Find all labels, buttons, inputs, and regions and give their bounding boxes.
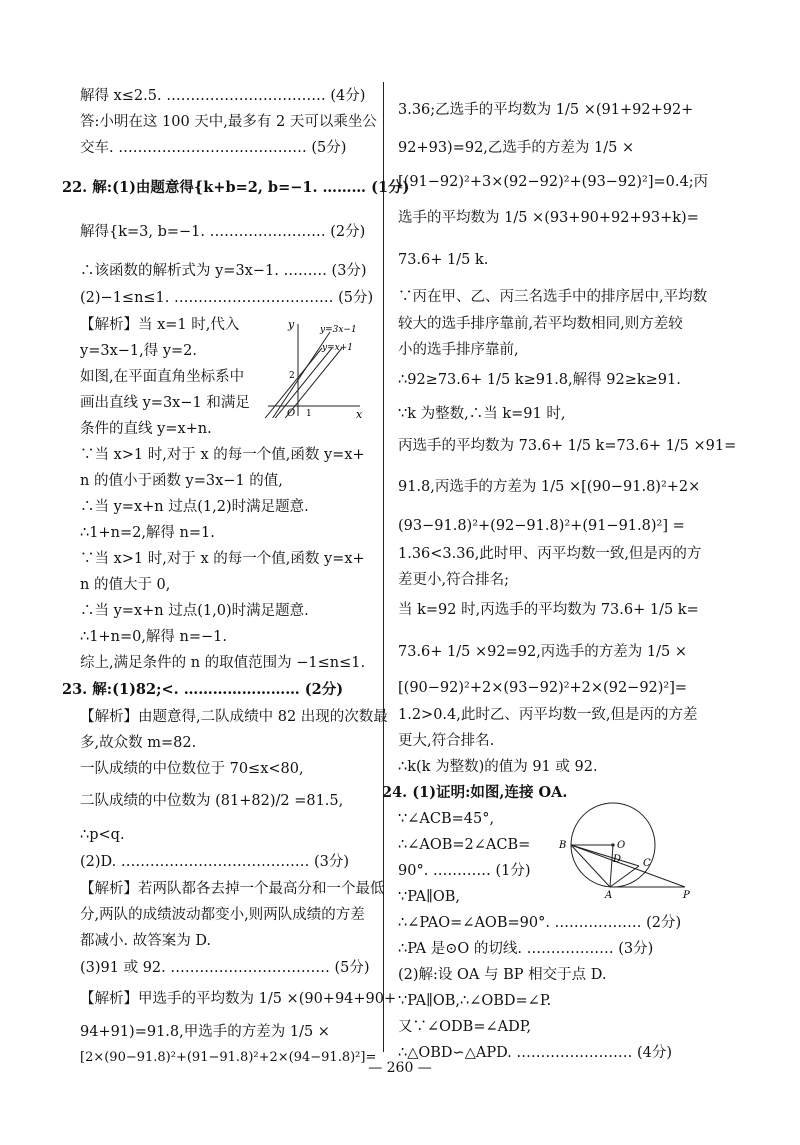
text-line: (2)解:设 OA 与 BP 相交于点 D. bbox=[398, 967, 607, 983]
text-line: [(90−92)²+2×(93−92)²+2×(92−92)²]= bbox=[398, 680, 688, 696]
text-line: 如图,在平面直角坐标系中 bbox=[80, 369, 245, 385]
text-line: ∴1+n=0,解得 n=−1. bbox=[80, 629, 228, 645]
text-line: 差更小,符合排名; bbox=[398, 572, 509, 588]
text-line: ∵PA∥OB, bbox=[398, 889, 460, 905]
analysis-line: 【解析】由题意得,二队成绩中 82 出现的次数最 bbox=[80, 709, 388, 725]
segment-oa bbox=[610, 845, 613, 887]
text-line: 3.36;乙选手的平均数为 1/5 ×(91+92+92+ bbox=[398, 102, 694, 118]
text-line: 多,故众数 m=82. bbox=[80, 735, 197, 751]
text-line: 交车. ………………………………… (5分) bbox=[80, 140, 347, 156]
text-line: ∴1+n=2,解得 n=1. bbox=[80, 525, 215, 541]
text-line: 都减小. 故答案为 D. bbox=[80, 933, 212, 949]
text-line: 1.2>0.4,此时乙、丙平均数一致,但是丙的方差 bbox=[398, 707, 698, 723]
text-line: 丙选手的平均数为 73.6+ 1/5 k=73.6+ 1/5 ×91= bbox=[398, 438, 737, 454]
text-line: ∵k 为整数,∴当 k=91 时, bbox=[398, 406, 566, 422]
text-line: 二队成绩的中位数为 (81+82)/2 =81.5, bbox=[80, 793, 344, 809]
text-line: ∴k(k 为整数)的值为 91 或 92. bbox=[398, 759, 598, 775]
text-line: ∴PA 是⊙O 的切线. ……………… (3分) bbox=[398, 941, 654, 957]
text-line: 一队成绩的中位数位于 70≤x<80, bbox=[80, 761, 304, 777]
segment-ac bbox=[610, 866, 639, 887]
circle-figure bbox=[555, 800, 695, 900]
text-line: 解得 x≤2.5. …………………………… (4分) bbox=[80, 88, 366, 104]
text-line: [(91−92)²+3×(92−92)²+(93−92)²]=0.4;丙 bbox=[398, 174, 709, 190]
text-line: 更大,符合排名. bbox=[398, 733, 495, 749]
text-line: ∴p<q. bbox=[80, 827, 125, 843]
label-b: B bbox=[559, 840, 567, 851]
tick-1: 1 bbox=[306, 409, 312, 418]
text-line: (2)D. ………………………………… (3分) bbox=[80, 854, 350, 870]
text-line: ∴当 y=x+n 过点(1,2)时满足题意. bbox=[80, 499, 309, 515]
text-line: 1.36<3.36,此时甲、丙平均数一致,但是丙的方 bbox=[398, 546, 702, 562]
text-line: 答:小明在这 100 天中,最多有 2 天可以乘坐公 bbox=[80, 114, 377, 130]
page-number: — 260 — bbox=[368, 1060, 432, 1076]
text-line: ∵当 x>1 时,对于 x 的每一个值,函数 y=x+ bbox=[80, 551, 365, 567]
column-divider bbox=[383, 82, 384, 1052]
analysis-line: 【解析】甲选手的平均数为 1/5 ×(90+94+90+ bbox=[80, 991, 397, 1007]
text-line: 条件的直线 y=x+n. bbox=[80, 421, 212, 437]
text-line: 较大的选手排序靠前,若平均数相同,则方差较 bbox=[398, 316, 683, 332]
label-p: P bbox=[683, 890, 690, 900]
text-line: ∵∠ACB=45°, bbox=[398, 811, 495, 827]
x-axis-label: x bbox=[356, 408, 363, 418]
analysis-line: 【解析】当 x=1 时,代入 bbox=[80, 317, 240, 333]
question-23: 23. 解:(1)82;<. …………………… (2分) bbox=[62, 681, 344, 698]
line-x-plus-n bbox=[272, 348, 332, 418]
text-line: ∴该函数的解析式为 y=3x−1. ……… (3分) bbox=[80, 263, 367, 279]
center-point bbox=[611, 843, 614, 846]
text-line: 73.6+ 1/5 ×92=92,丙选手的方差为 1/5 × bbox=[398, 644, 688, 660]
text-line: 解得{k=3, b=−1. …………………… (2分) bbox=[80, 224, 366, 240]
text-line: 分,两队的成绩波动都变小,则两队成绩的方差 bbox=[80, 907, 365, 923]
text-line: 小的选手排序靠前, bbox=[398, 342, 519, 358]
text-line: ∴∠AOB=2∠ACB= bbox=[398, 837, 531, 853]
analysis-line: 【解析】若两队都各去掉一个最高分和一个最低 bbox=[80, 881, 385, 897]
text-line: [2×(90−91.8)²+(91−91.8)²+2×(94−91.8)²]= bbox=[80, 1050, 377, 1065]
text-line: 73.6+ 1/5 k. bbox=[398, 252, 489, 268]
text-line: y=3x−1,得 y=2. bbox=[80, 343, 198, 359]
text-line: 选手的平均数为 1/5 ×(93+90+92+93+k)= bbox=[398, 210, 699, 226]
question-22: 22. 解:(1)由题意得{k+b=2, b=−1. ……… (1分) bbox=[62, 179, 410, 196]
question-24: 24. (1)证明:如图,连接 OA. bbox=[382, 784, 568, 801]
text-line: n 的值大于 0, bbox=[80, 577, 171, 593]
text-line: ∴92≥73.6+ 1/5 k≥91.8,解得 92≥k≥91. bbox=[398, 372, 681, 388]
label-a: A bbox=[605, 890, 613, 900]
text-line: ∵当 x>1 时,对于 x 的每一个值,函数 y=x+ bbox=[80, 447, 365, 463]
origin-label: O bbox=[287, 408, 296, 418]
text-line: (93−91.8)²+(92−91.8)²+(91−91.8)²] = bbox=[398, 518, 685, 534]
text-line: 91.8,丙选手的方差为 1/5 ×[(90−91.8)²+2× bbox=[398, 479, 701, 495]
label-d: D bbox=[613, 854, 622, 865]
text-line: 当 k=92 时,丙选手的平均数为 73.6+ 1/5 k= bbox=[398, 602, 699, 618]
text-line: 94+91)=91.8,甲选手的方差为 1/5 × bbox=[80, 1024, 330, 1040]
text-line: 92+93)=92,乙选手的方差为 1/5 × bbox=[398, 140, 635, 156]
text-line: (3)91 或 92. …………………………… (5分) bbox=[80, 960, 370, 976]
coordinate-graph bbox=[258, 318, 368, 418]
text-line: 又∵∠ODB=∠ADP, bbox=[398, 1019, 532, 1035]
text-line: ∵丙在甲、乙、丙三名选手中的排序居中,平均数 bbox=[398, 289, 708, 305]
segment-bp bbox=[571, 845, 685, 887]
text-line: ∴△OBD∽△APD. …………………… (4分) bbox=[398, 1045, 673, 1061]
text-line: 90°. ………… (1分) bbox=[398, 863, 531, 879]
text-line: 综上,满足条件的 n 的取值范围为 −1≤n≤1. bbox=[80, 655, 366, 671]
y-axis-label: y bbox=[288, 318, 295, 331]
label-o: O bbox=[617, 840, 626, 851]
tick-2: 2 bbox=[289, 371, 295, 381]
text-line: 画出直线 y=3x−1 和满足 bbox=[80, 395, 250, 411]
text-line: (2)−1≤n≤1. …………………………… (5分) bbox=[80, 290, 374, 306]
label-c: C bbox=[643, 858, 651, 869]
text-line: ∵PA∥OB,∴∠OBD=∠P. bbox=[398, 993, 552, 1009]
label-3x-minus-1: y=3x−1 bbox=[320, 325, 357, 335]
text-line: ∴∠PAO=∠AOB=90°. ……………… (2分) bbox=[398, 915, 682, 931]
text-line: ∴当 y=x+n 过点(1,0)时满足题意. bbox=[80, 603, 309, 619]
label-x-plus-1: y=x+1 bbox=[322, 343, 353, 353]
text-line: n 的值小于函数 y=3x−1 的值, bbox=[80, 473, 283, 489]
